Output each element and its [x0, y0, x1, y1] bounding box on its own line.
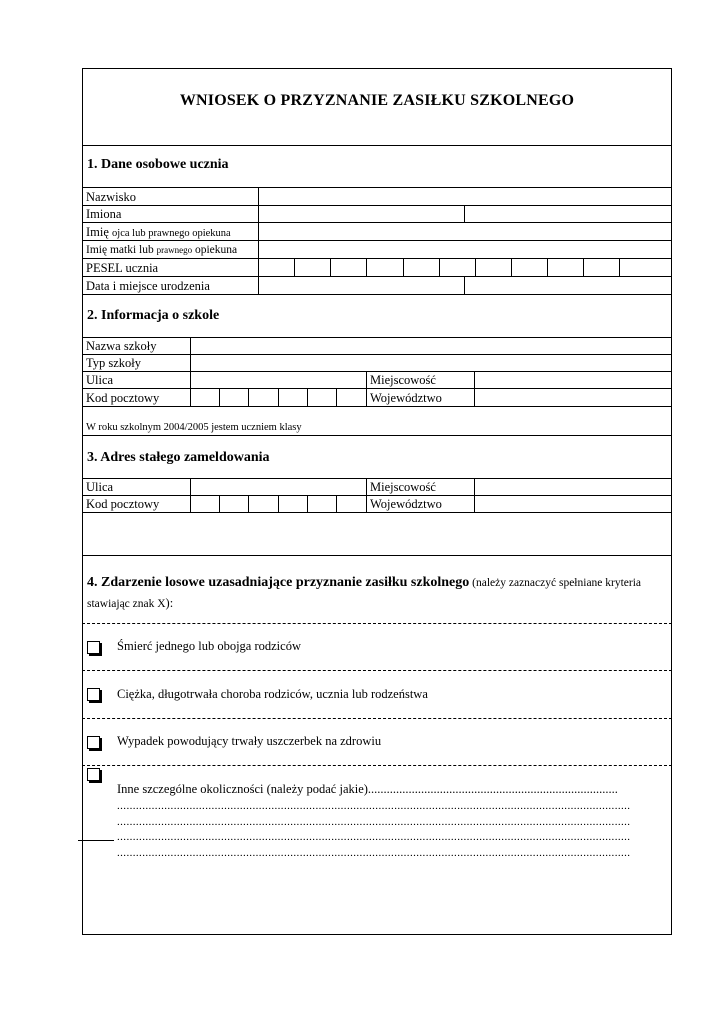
grid-line [366, 371, 367, 406]
pesel-digit-box [583, 258, 584, 276]
checkbox-death[interactable] [87, 641, 100, 654]
section-4-heading [87, 573, 669, 614]
grid-line [190, 478, 191, 512]
label-names: Imiona [86, 207, 122, 221]
grid-line [190, 337, 191, 406]
section-3-heading: 3. Adres stałego zameldowania [87, 450, 270, 465]
label-city: Miejscowość [370, 373, 436, 387]
label-mother-b: prawnego [156, 245, 193, 255]
grid-line [474, 478, 475, 512]
label-school-type: Typ szkoły [86, 356, 142, 370]
postal-digit-box [219, 388, 220, 406]
checkbox-other[interactable] [87, 768, 100, 781]
dashed-divider [82, 670, 672, 671]
grid-line [82, 337, 672, 338]
grid-line [82, 205, 672, 206]
grid-line [464, 276, 465, 294]
pesel-digit-box [547, 258, 548, 276]
label-birth: Data i miejsce urodzenia [86, 279, 210, 293]
grid-line [474, 371, 475, 406]
option-accident: Wypadek powodujący trwały uszczerbek na zdrowiu [117, 734, 382, 748]
grid-line [82, 276, 672, 277]
form-title: WNIOSEK O PRZYZNANIE ZASIŁKU SZKOLNEGO [179, 92, 575, 109]
grid-line [82, 406, 672, 407]
postal-digit-box [278, 388, 279, 406]
section-4-title: 4. Zdarzenie losowe uzasadniające przyznanie zasiłku szkolnego [87, 575, 470, 590]
label-city: Miejscowość [370, 480, 436, 494]
dotted-line[interactable]: ................................................................................................................................................................... [117, 831, 631, 843]
dotted-line[interactable]: ................................................................................................................................................................... [117, 800, 631, 812]
postal-digit-box [248, 388, 249, 406]
postal-digit-box [219, 495, 220, 512]
section-4-note-c: ): [165, 596, 174, 610]
label-school-name: Nazwa szkoły [86, 339, 157, 353]
checkbox-illness[interactable] [87, 688, 100, 701]
option-other: Inne szczególne okoliczności (należy podać jakie)................................................................................ [117, 782, 618, 796]
pesel-digit-box [439, 258, 440, 276]
postal-digit-box [248, 495, 249, 512]
postal-digit-box [307, 495, 308, 512]
dashed-divider [82, 718, 672, 719]
label-pesel: PESEL ucznia [86, 261, 159, 275]
section-2-heading: 2. Informacja o szkole [87, 308, 220, 323]
label-mother-a: Imię matki lub [86, 244, 157, 256]
school-year-note: W roku szkolnym 2004/2005 jestem uczniem klasy [86, 422, 302, 433]
option-illness: Ciężka, długotrwała choroba rodziców, ucznia lub rodzeństwa [117, 687, 428, 701]
label-father [86, 224, 231, 242]
grid-line [82, 294, 672, 295]
dotted-line[interactable]: ................................................................................................................................................................... [117, 816, 631, 828]
grid-line [82, 222, 672, 223]
option-death: Śmierć jednego lub obojga rodziców [117, 639, 301, 653]
dashed-divider [82, 623, 672, 624]
pesel-digit-box [511, 258, 512, 276]
margin-mark [78, 840, 114, 841]
grid-line [82, 187, 672, 188]
grid-line [82, 512, 672, 513]
dashed-divider [82, 765, 672, 766]
grid-line [82, 555, 672, 556]
postal-digit-box [336, 388, 337, 406]
pesel-digit-box [619, 258, 620, 276]
postal-digit-box [336, 495, 337, 512]
divider [82, 145, 672, 146]
section-1-heading: 1. Dane osobowe ucznia [87, 157, 229, 172]
label-mother [86, 242, 237, 258]
section-4-note-b: stawiając znak X [87, 598, 166, 610]
label-mother-c: opiekuna [192, 244, 238, 256]
postal-digit-box [307, 388, 308, 406]
pesel-digit-box [330, 258, 331, 276]
label-postal: Kod pocztowy [86, 391, 160, 405]
checkbox-accident[interactable] [87, 736, 100, 749]
grid-line [258, 187, 259, 294]
label-street: Ulica [86, 480, 114, 494]
label-voivodeship: Województwo [370, 391, 442, 405]
label-voivodeship: Województwo [370, 497, 442, 511]
grid-line [82, 388, 672, 389]
label-surname: Nazwisko [86, 190, 136, 204]
pesel-digit-box [366, 258, 367, 276]
dotted-line[interactable]: ................................................................................................................................................................... [117, 847, 631, 859]
label-father-a: Imię [86, 225, 113, 239]
grid-line [82, 435, 672, 436]
pesel-digit-box [475, 258, 476, 276]
postal-digit-box [278, 495, 279, 512]
grid-line [464, 205, 465, 222]
label-street: Ulica [86, 373, 114, 387]
pesel-digit-box [403, 258, 404, 276]
pesel-digit-box [294, 258, 295, 276]
label-postal: Kod pocztowy [86, 497, 160, 511]
label-father-b: ojca lub prawnego opiekuna [112, 228, 231, 239]
grid-line [366, 478, 367, 512]
grid-line [82, 354, 672, 355]
section-4-note-a: (należy zaznaczyć spełniane kryteria [469, 577, 642, 589]
